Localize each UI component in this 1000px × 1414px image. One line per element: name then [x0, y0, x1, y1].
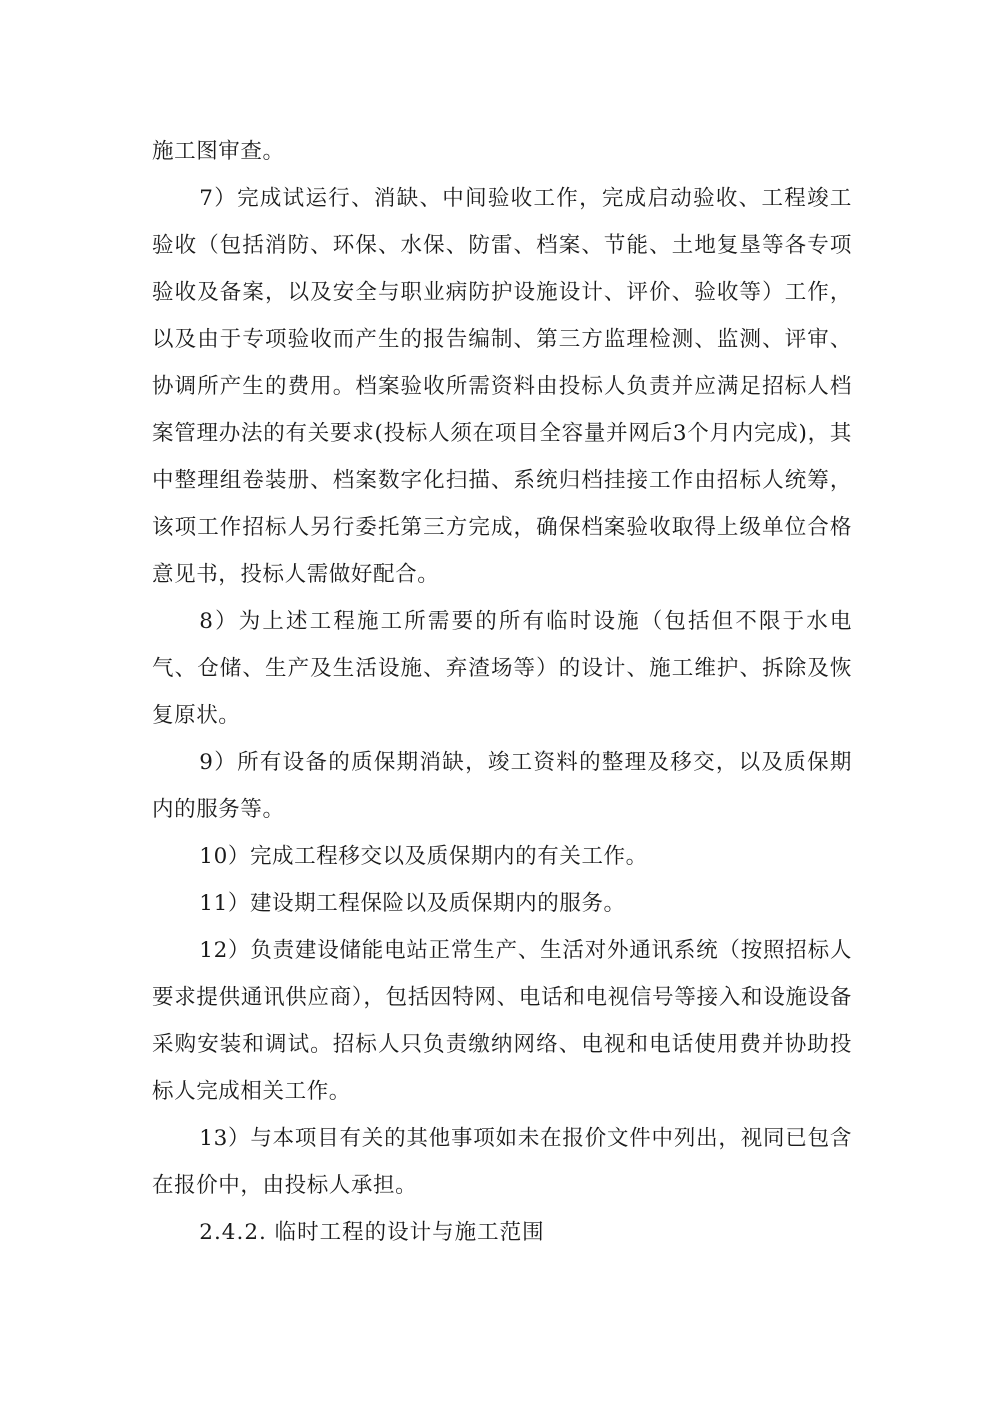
paragraph-item-11: 11）建设期工程保险以及质保期内的服务。	[199, 891, 626, 916]
paragraph-continuation: 施工图审查。	[152, 139, 285, 164]
paragraph-item-10: 10）完成工程移交以及质保期内的有关工作。	[199, 844, 648, 869]
paragraph-item-8: 8）为上述工程施工所需要的所有临时设施（包括但不限于水电气、仓储、生产及生活设施、弃渣场等）的设计、施工维护、拆除及恢复原状。	[152, 609, 852, 728]
paragraph-item-7: 7）完成试运行、消缺、中间验收工作，完成启动验收、工程竣工验收（包括消防、环保、水保、防雷、档案、节能、土地复垦等各专项验收及备案，以及安全与职业病防护设施设计、评价、验收等）工作，以及由于专项验收而产生的报告编制、第三方监理检测、监测、评审、协调所产生的费用。档案验收所需资料由投标人负责并应满足招标人档案管理办法的有关要求(投标人须在项目全容量并网后3个月内完成)，其中整理组卷装册、档案数字化扫描、系统归档挂接工作由招标人统筹，该项工作招标人另行委托第三方完成，确保档案验收取得上级单位合格意见书，投标人需做好配合。	[152, 186, 852, 587]
paragraph-item-13: 13）与本项目有关的其他事项如未在报价文件中列出，视同已包含在报价中，由投标人承担。	[152, 1126, 852, 1198]
paragraph-item-12: 12）负责建设储能电站正常生产、生活对外通讯系统（按照招标人要求提供通讯供应商），包括因特网、电话和电视信号等接入和设施设备采购安装和调试。招标人只负责缴纳网络、电视和电话使用费并协助投标人完成相关工作。	[152, 938, 852, 1104]
section-heading: 2.4.2. 临时工程的设计与施工范围	[199, 1220, 545, 1245]
document-body	[152, 128, 852, 1256]
paragraph-item-9: 9）所有设备的质保期消缺，竣工资料的整理及移交，以及质保期内的服务等。	[152, 750, 852, 822]
